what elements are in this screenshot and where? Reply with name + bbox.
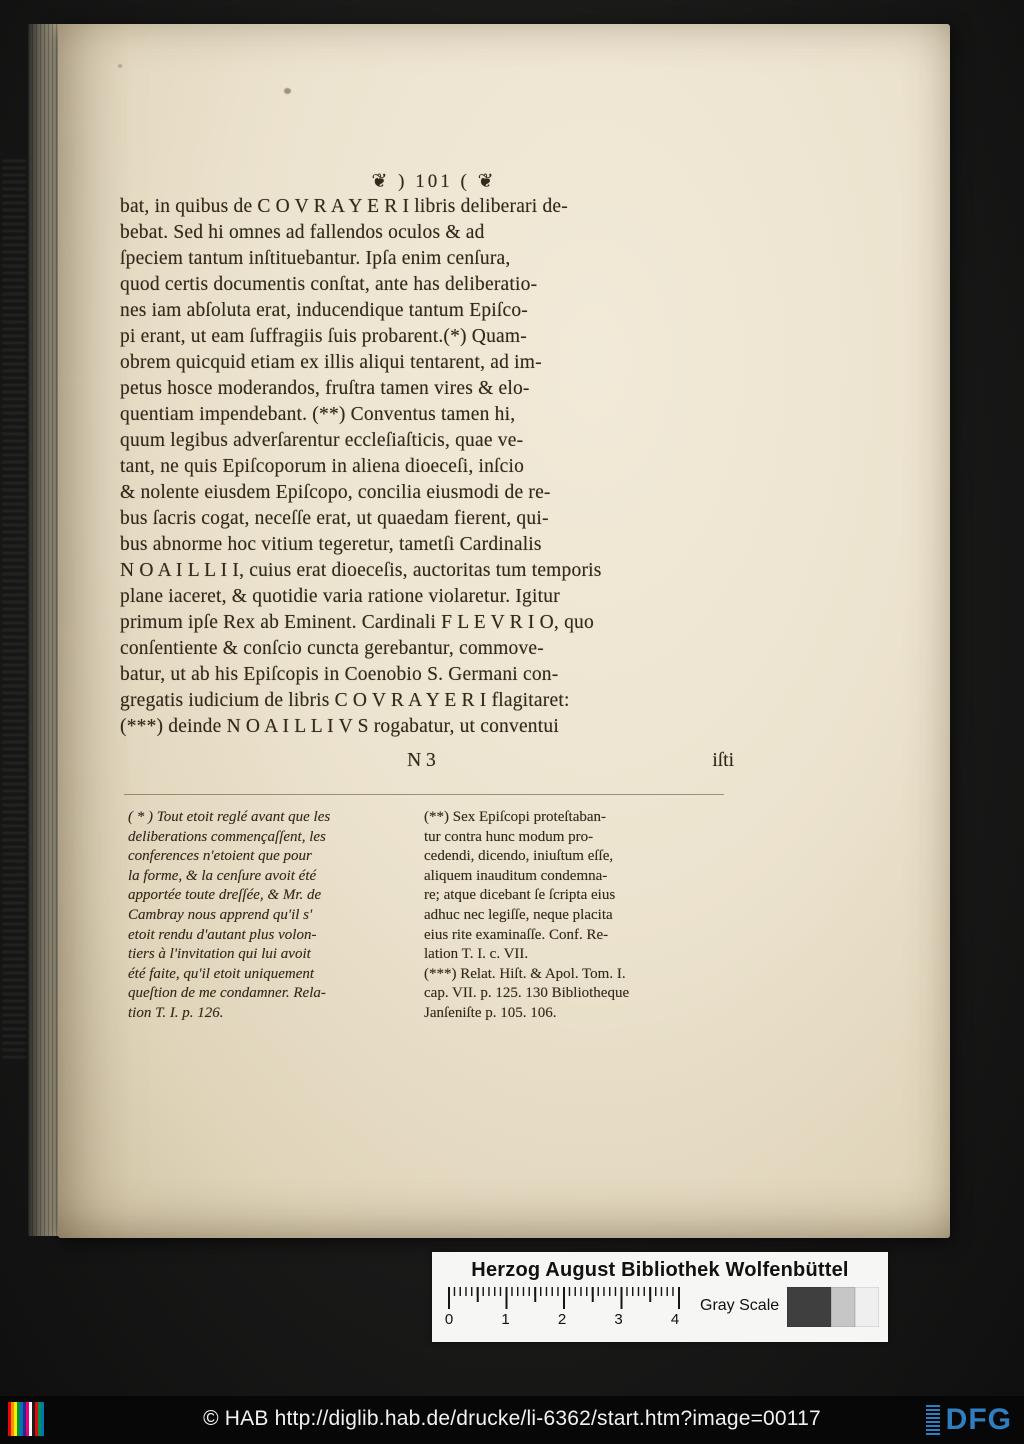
footnote-line: re; atque dicebant ſe ſcripta eius [424,887,616,904]
text-line: batur, ut ab his Epiſcopis in Coenobio S. Germani con- [120,664,559,685]
text-line: N O A I L L I I, cuius erat dioeceſis, auctoritas tum temporis [120,560,602,581]
ruler-number: 1 [501,1311,510,1328]
footnote-line: deliberations commençaſſent, les [128,828,326,845]
footnote-line: Cambray nous apprend qu'il s' [128,906,313,923]
text-line: bus ſacris cogat, neceſſe erat, ut quaedam fierent, qui- [120,508,549,529]
footnote-line: adhuc nec legiſſe, neque placita [424,906,613,923]
gray-patch [855,1287,879,1327]
footnote-line: tiers à l'invitation qui lui avoit [128,946,311,963]
footnote-column-left [128,808,423,1024]
text-line: (***) deinde N O A I L L I V S rogabatur, ut conventui [120,716,559,737]
footnote-line: tion T. I. p. 126. [128,1004,224,1021]
footnote-line: (***) Relat. Hiſt. & Apol. Tom. I. [424,965,626,982]
ruler-number: 4 [670,1311,680,1328]
text-line: bebat. Sed hi omnes ad fallendos oculos & ad [120,222,485,243]
gray-scale-patches [787,1287,879,1327]
ruler [444,1287,688,1328]
footnote-line: lation T. I. c. VII. [424,946,529,963]
text-line: tant, ne quis Epiſcoporum in aliena dioeceſi, inſcio [120,456,525,477]
ruler-number: 0 [444,1311,454,1328]
footnote-line: eius rite examinaſſe. Conf. Re- [424,926,609,943]
text-line: quentiam impendebant. (**) Conventus tamen hi, [120,404,516,425]
dfg-logo-mark [926,1405,940,1435]
text-line: conſentiente & conſcio cuncta gerebantur, commove- [120,638,544,659]
footnote-column-right [424,808,734,1024]
footnote-line: tur contra hunc modum pro- [424,828,594,845]
text-line: gregatis iudicium de libris C O V R A Y E R I flagitaret: [120,690,570,711]
text-line: quod certis documentis conſtat, ante has deliberatio- [120,274,538,295]
catchword: iſti [712,750,734,771]
footnote-line: été faite, qu'il etoit uniquement [128,965,315,982]
signature-row [120,750,748,776]
ruler-number: 2 [557,1311,567,1328]
calibration-row [432,1287,888,1328]
text-line: petus hosce moderandos, fruſtra tamen vires & elo- [120,378,530,399]
footnote-line: conferences n'etoient que pour [128,848,312,865]
text-line: nes iam abſoluta erat, inducendique tantum Epiſco- [120,300,528,321]
book-page [58,24,950,1238]
footnote-line: apportée toute dreſſée, & Mr. de [128,887,322,904]
footnote-divider [124,794,724,795]
footnote-line: queſtion de me condamner. Rela- [128,985,326,1002]
gray-scale-label: Gray Scale [700,1297,780,1314]
facing-page-ghost-text [2,160,26,1060]
dust-speck [118,64,122,68]
text-line: ſpeciem tantum inſtituebantur. Ipſa enim cenſura, [120,248,511,269]
footnote-line: etoit rendu d'autant plus volon- [128,926,317,943]
footnote-line: ( * ) Tout etoit reglé avant que les [128,809,331,825]
text-line: plane iaceret, & quotidie varia ratione violaretur. Igitur [120,586,560,607]
dfg-logo-text: DFG [945,1403,1012,1436]
ruler-ticks [448,1287,680,1309]
text-line: primum ipſe Rex ab Eminent. Cardinali F L E V R I O, quo [120,612,594,633]
footnote-line: la forme, & la cenſure avoit été [128,867,317,884]
footnote-line: Janſeniſte p. 105. 106. [424,1004,557,1021]
footnote-line: cap. VII. p. 125. 130 Bibliotheque [424,985,630,1002]
copyright-url[interactable]: © HAB http://diglib.hab.de/drucke/li-6362/start.htm?image=00117 [203,1407,821,1430]
footnote-line: cedendi, dicendo, iniuſtum eſſe, [424,848,614,865]
gray-patch [831,1287,855,1327]
library-calibration-bar [432,1252,888,1342]
quire-signature: N 3 [407,750,436,771]
footer-bar [0,1396,1024,1444]
text-line: bat, in quibus de C O V R A Y E R I libris deliberari de- [120,196,568,217]
body-text [120,194,765,740]
ruler-number: 3 [614,1311,623,1328]
ruler-numbers [443,1311,681,1328]
text-line: pi erant, ut eam ſuffragiis ſuis probarent.(*) Quam- [120,326,527,347]
text-line: obrem quicquid etiam ex illis aliqui tentarent, ad im- [120,352,542,373]
dust-speck [284,88,291,94]
gray-patch [787,1287,831,1327]
text-line: & nolente eiusdem Epiſcopo, concilia eiusmodi de re- [120,482,551,503]
footnote-line: (**) Sex Epiſcopi proteſtaban- [424,809,607,825]
dfg-logo[interactable] [926,1403,1012,1437]
page-number-line: ❦ ) 101 ( ❦ [371,171,497,192]
text-line: quum legibus adverſarentur eccleſiaſticis, quae ve- [120,430,524,451]
text-line: bus abnorme hoc vitium tegeretur, tametſi Cardinalis [120,534,542,555]
library-name: Herzog August Bibliothek Wolfenbüttel [471,1259,849,1281]
footnote-line: aliquem inauditum condemna- [424,867,608,884]
